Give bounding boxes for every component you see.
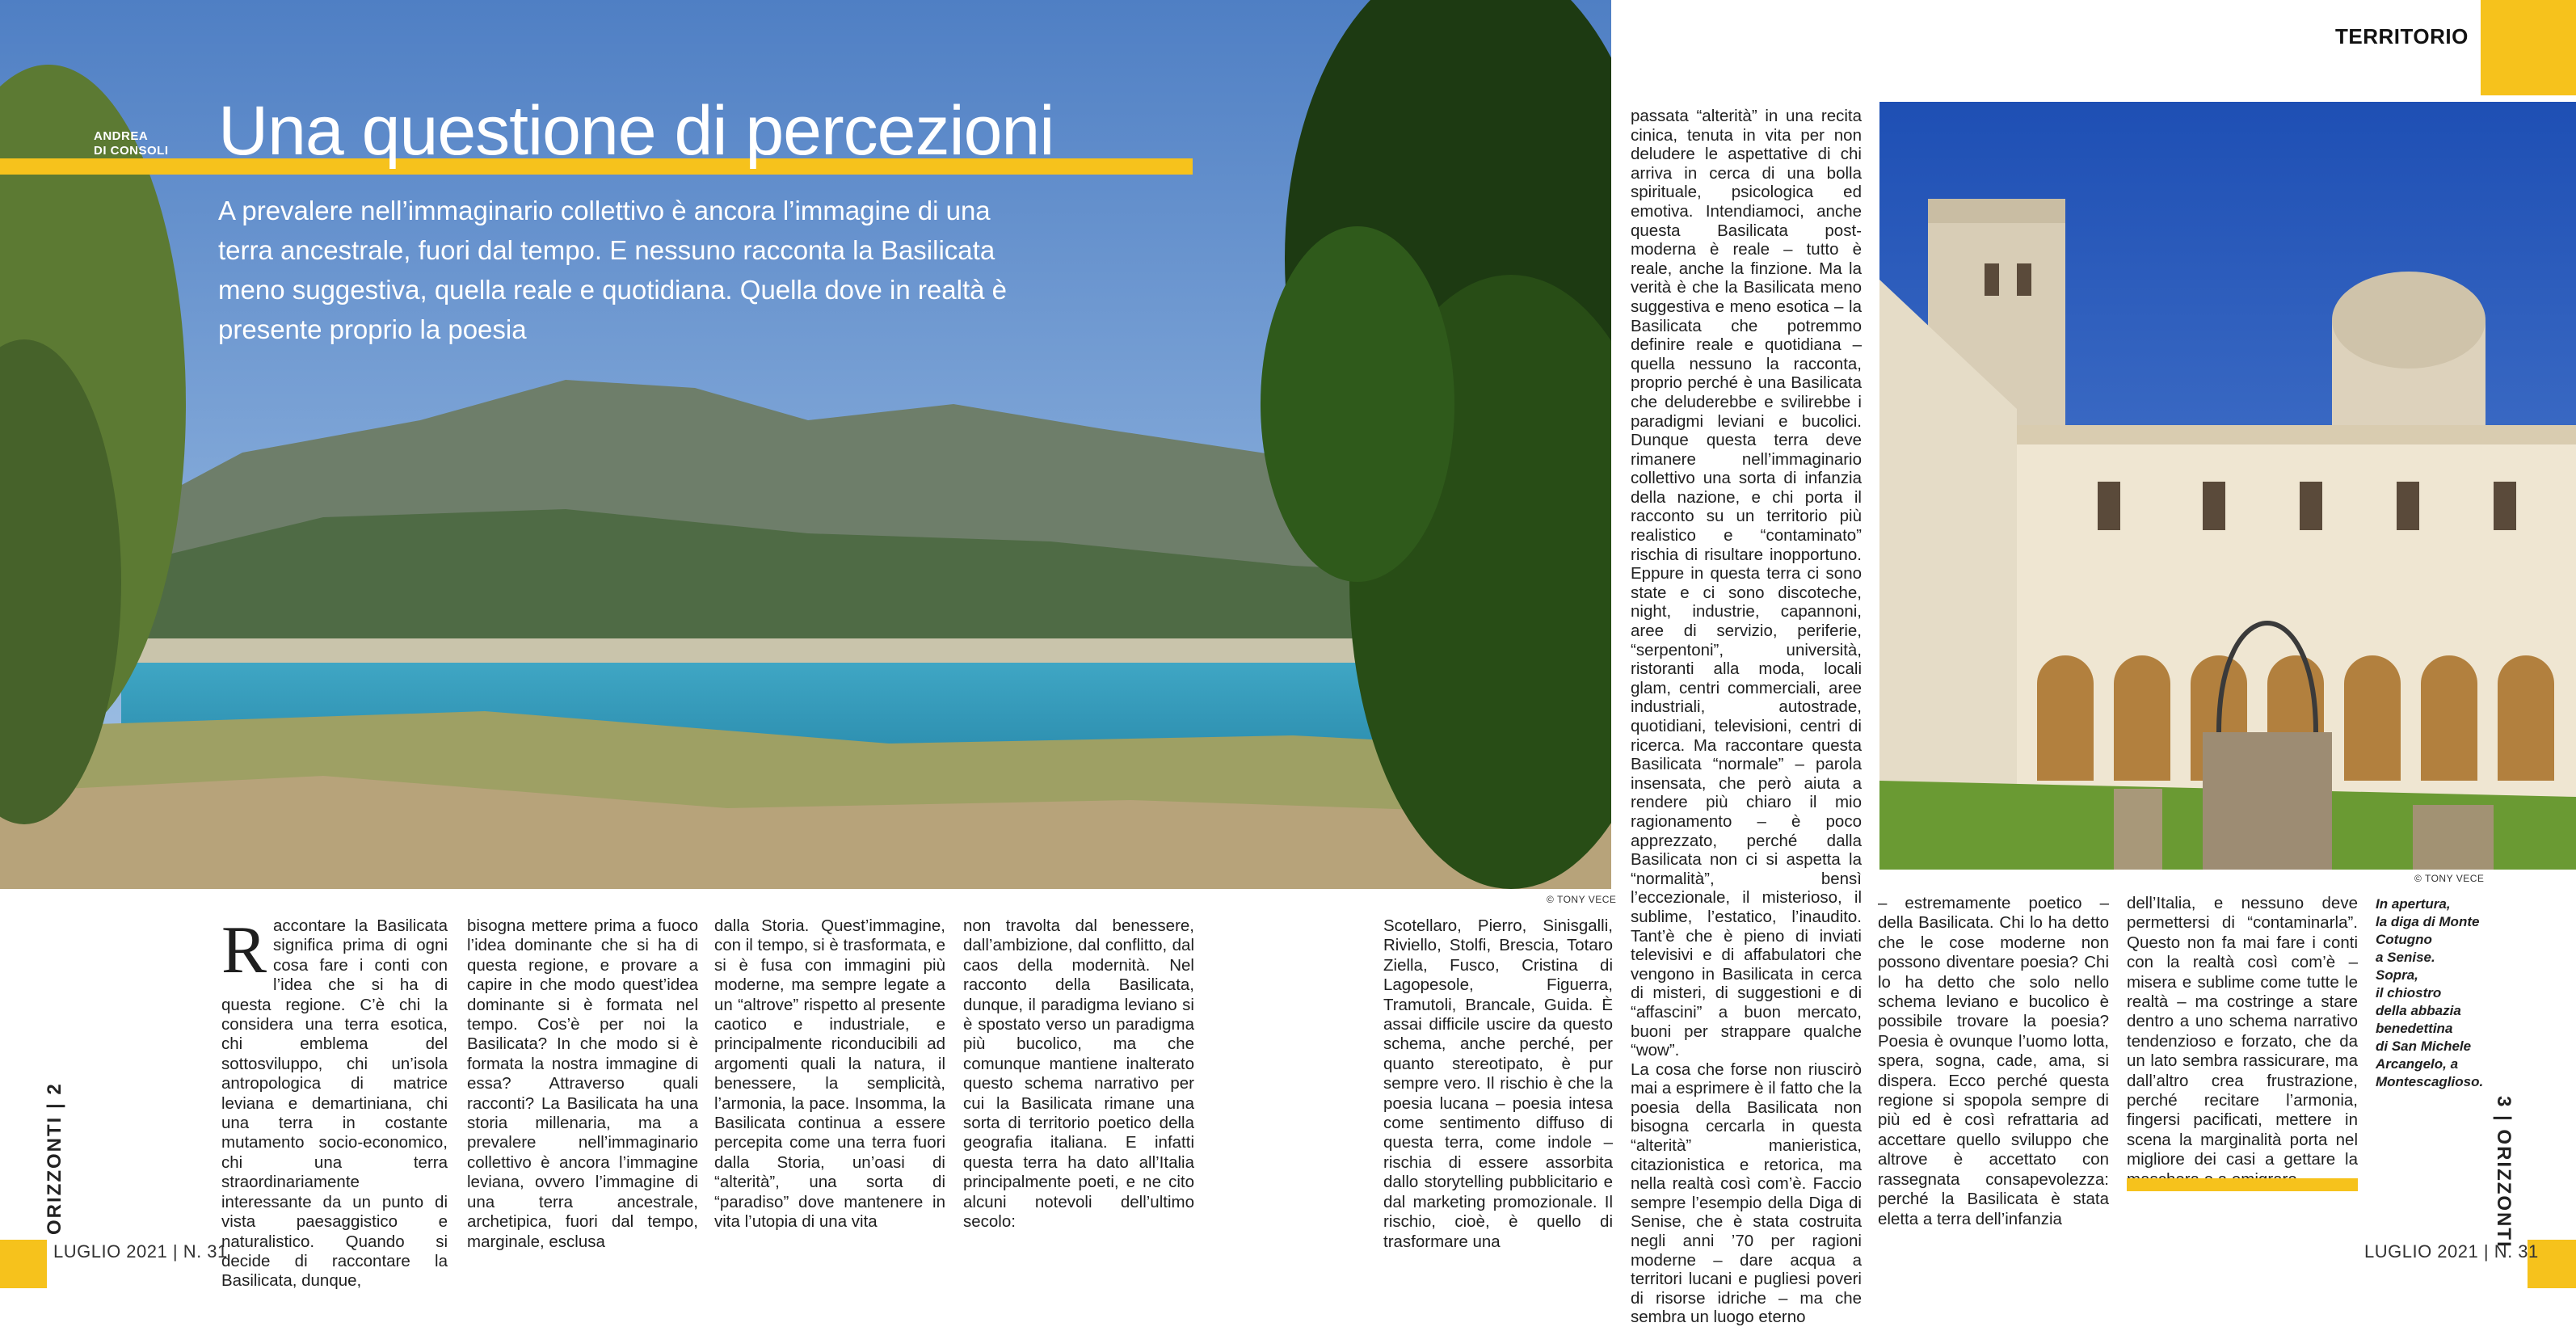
body-column-2: bisogna mettere prima a fuoco l’idea dominante che si ha di questa regione, e provare a capire in che modo quest’idea dominante si è formata nel tempo. Cos’è per noi la Basilicata? In che modo si è formata la nostra immagine di essa? Attraverso quali racconti? La Basilicata ha una storia millenaria, ma a prevalere nell’immaginario collettivo è ancora l’immagine leviana, ovvero l’immagine di una terra ancestrale, archetipica, fuori dal tempo, marginale, esclusa xyxy=(467,916,698,1251)
caption-line: Sopra, xyxy=(2376,967,2418,983)
caption-line: di San Michele xyxy=(2376,1038,2472,1054)
folio-left: LUGLIO 2021 | N. 31 xyxy=(53,1241,228,1262)
folio-right: LUGLIO 2021 | N. 31 xyxy=(2364,1241,2539,1262)
body-column-1 xyxy=(221,912,448,1291)
caption-line: il chiostro xyxy=(2376,985,2442,1001)
corner-color-tab-left xyxy=(0,1240,47,1288)
body-column-7: – estremamente poetico – della Basilicata. Chi lo ha detto che le cose moderne non possono diventare poesia? Chi lo ha detto che solo nello schema leviano e bucolico è possibile trovare la poesia? Poesia è ovunque l’uomo lotta, spera, sogna, cade, ama, si dispera. Ecco perché questa regione si spopola sempre di più ed è così refrattaria ad accettare quello sviluppo che altrove è accettato con rassegnata consapevolezza: perché la Basilicata è stata eletta a terra dell’infanzia xyxy=(1878,894,2109,1228)
body-column-6 xyxy=(1631,107,1862,1327)
article-standfirst: A prevalere nell’immaginario collettivo è ancora l’immagine di una terra ancestrale, fuori dal tempo. E nessuno racconta la Basilicata meno suggestiva, quella reale e quotidiana. Quella dove in realtà è presente proprio la poesia xyxy=(218,196,1007,344)
vertical-page-label-left: ORIZZONTI | 2 xyxy=(44,1082,65,1235)
caption-line: della abbazia xyxy=(2376,1003,2461,1018)
author-byline xyxy=(94,129,169,158)
drop-cap: R xyxy=(221,912,267,988)
caption-line: In apertura, xyxy=(2376,896,2451,912)
photo-credit-right: © TONY VECE xyxy=(2414,873,2485,884)
photo-credit-left: © TONY VECE xyxy=(1547,894,1617,905)
body-column-8: dell’Italia, e nessuno deve permettersi di “contaminarla”. Questo non fa mai fare i conti con la realtà così com’è – misera e sublime come tutte le realtà – ma costringe a stare dentro a uno schema narrativo tendenzioso e forzato, che da un lato sembra rassicurare, ma dall’altro crea frustrazione, perché recitare l’armonia, fingersi pacificati, mettere in scena la marginalità porta nel migliore dei casi a gettare la xyxy=(2127,894,2358,1169)
section-color-tab xyxy=(2481,0,2576,95)
body-paragraph: La cosa che forse non riuscirò mai a esprimere è il fatto che la poesia della Basilicata non bisogna cercarla in questa “alterità” manieristica, citazionistica e retorica, ma nella realtà così com’è. Faccio sempre l’esempio della Diga di Senise, che è stata costruita negli anni ’70 per ragioni moderne – dare acqua a territori lucani e pugliesi poveri di risorse idriche – ma che sembra un luogo eterno xyxy=(1631,1059,1862,1327)
body-text: accontare la Basilicata significa prima di ogni cosa fare i conti con l’idea che si ha di questa regione. C’è chi la considera una terra esotica, chi emblema del sottosviluppo, chi un’isola antropologica di matrice leviana e demartiniana, chi una terra in costante mutamento socio-economico, chi una terra straordinariamente interessante da un punto di vista paesaggistico e naturalistico. Quando si decide di raccontare la Basilicata, dunque, xyxy=(221,916,448,1291)
photo-caption xyxy=(2376,895,2505,1091)
vertical-page-label-right: 3 | ORIZZONTI xyxy=(2493,1096,2515,1249)
article-title: Una questione di percezioni xyxy=(218,92,1054,170)
body-column-5: Scotellaro, Pierro, Sinisgalli, Riviello, Stolfi, Brescia, Totaro Ziella, Fusco, Cristina di Lagopesole, Figuerra, Tramutoli, Brancale, Guida. È assai difficile uscire da questo schema, anche perché, per quanto stereotipato, è pur sempre vero. Il rischio è che la poesia lucana – poesia intesa come sentimento diffuso di questa terra, come indole – rischia di essere assorbita dallo storytelling pubblicitario e dal marketing promozionale. Il rischio, cioè, è quello di trasformare una xyxy=(1383,916,1613,1251)
caption-line: la diga di Monte xyxy=(2376,914,2480,929)
caption-line: Montescaglioso. xyxy=(2376,1074,2484,1089)
section-label: TERRITORIO xyxy=(2335,24,2469,48)
caption-line: Cotugno xyxy=(2376,932,2432,947)
body-paragraph: passata “alterità” in una recita cinica, tenuta in vita per non deludere le aspettative di chi arriva in cerca di una bolla spirituale, psicologica ed emotiva. Intendiamoci, anche questa Basilicata post-moderna è reale – tutto è reale, anche la finzione. Ma la verità è che la Basilicata meno suggestiva e meno esotica – la Basilicata che potremmo definire reale e quotidiana – quella nessuno la racconta, proprio perché è una Basilicata che deluderebbe e svilirebbe i paradigmi leviani e bucolici. Dunque questa terra deve rimanere nell’immaginario collettivo una sorta di infanzia della nazione, e chi porta il racconto su un territorio più realistico e “contaminato” rischia di risultare inopportuno. Eppure in questa terra ci sono state e ci sono discoteche, night, industrie, capannoni, aree di servizio, periferie, “serpentoni”, università, ristoranti alla moda, locali glam, centri commerciali, aree industriali, autostrade, quotidiani, televisioni, centri di ricerca. Ma raccontare questa Basilicata “normale” – parola insensata, che però aiuta a rendere più chiaro il mio ragionamento – è poco apprezzato, perché dalla Basilicata non ci si aspetta la “normalità”, bensì l’eccezionale, il misterioso, il sublime, l’estatico, l’inaudito. Tant’è che è pieno di inviati televisivi e di affabulatori che vengono in Basilicata in cerca di misteri, di suggestioni e di “affascini” a buon mercato, buoni per strappare qualche “wow”. xyxy=(1631,107,1862,1060)
body-column-3: dalla Storia. Quest’immagine, con il tempo, si è trasformata, e si è fusa con immagini più moderne, ma sempre legate a un “altrove” rispetto al presente caotico e industriale, e principalmente riconducibili ad argomenti quali la natura, il benessere, la semplicità, l’armonia, la pace. Insomma, la Basilicata continua a essere percepita come una terra fuori dalla Storia, un’oasi di “alterità”, una sorta di “paradiso” dove mantenere in vita l’utopia di una vita xyxy=(714,916,945,1232)
author-last-name: DI CONSOLI xyxy=(94,144,169,158)
author-first-name: ANDREA xyxy=(94,129,149,143)
abbey-cloister-photo xyxy=(1879,102,2576,870)
caption-line: a Senise. xyxy=(2376,950,2435,965)
column-end-bar xyxy=(2127,1178,2358,1191)
body-column-4: non travolta dal benessere, dall’ambizione, dal conflitto, dal caos della modernità. Nel racconto della Basilicata, dunque, il paradigma leviano si è spostato verso un paradigma più bucolico, ma che comunque mantiene inalterato questo schema narrativo per cui la Basilicata rimane una sorta di territorio poetico della geografia italiana. E infatti questa terra ha dato all’Italia principalmente poeti, e ne cito alcuni notevoli dell’ultimo secolo: xyxy=(963,916,1194,1232)
caption-line: Arcangelo, a xyxy=(2376,1056,2459,1072)
caption-line: benedettina xyxy=(2376,1021,2453,1036)
